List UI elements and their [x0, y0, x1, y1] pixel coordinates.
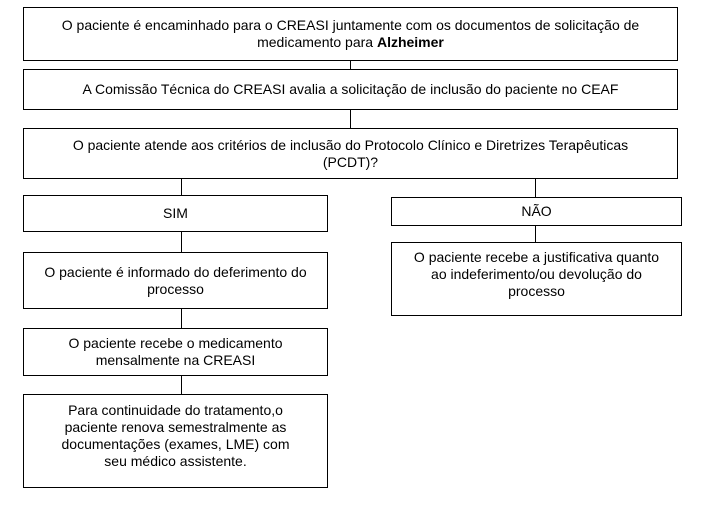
connector-no-1	[535, 226, 536, 242]
connector-yes-2	[181, 309, 182, 328]
connector-2-3	[350, 110, 351, 128]
connector-to-no	[535, 179, 536, 197]
connector-1-2	[350, 61, 351, 69]
step-criteria-question-box	[23, 128, 678, 179]
connector-yes-1	[181, 232, 182, 252]
yes-approval-text: O paciente é informado do deferimento do processo	[44, 263, 307, 297]
no-justification-text: O paciente recebe a justificativa quanto ao indeferimento/ou devolução do processo	[413, 249, 660, 299]
yes-label-box	[23, 195, 328, 232]
yes-renewal-box	[23, 394, 328, 488]
connector-yes-3	[181, 376, 182, 394]
yes-approval-box	[23, 252, 328, 309]
no-label-box	[391, 197, 682, 226]
step-evaluation-box	[23, 69, 678, 110]
yes-monthly-medication-text: O paciente recebe o medicamento mensalmente na CREASI	[68, 335, 283, 368]
step-referral-box	[23, 7, 678, 61]
step-referral-text	[54, 17, 647, 51]
step-evaluation-text: A Comissão Técnica do CREASI avalia a solicitação de inclusão do paciente no CEAF	[82, 81, 619, 97]
no-label: NÃO	[521, 203, 552, 219]
yes-monthly-medication-box	[23, 328, 328, 376]
step-criteria-question-text: O paciente atende aos critérios de inclusão do Protocolo Clínico e Diretrizes Terapêuticas (PCDT)?	[72, 136, 629, 170]
yes-label: SIM	[163, 205, 188, 221]
connector-to-yes	[181, 179, 182, 195]
step-referral-main: O paciente é encaminhado para o CREASI juntamente com os documentos de solicitação de medicamento para	[61, 17, 640, 50]
yes-renewal-text: Para continuidade do tratamento,o paciente renova semestralmente as documentações (exames, LME) com seu médico assistente.	[61, 402, 290, 469]
no-justification-box	[391, 242, 682, 316]
step-referral-bold: Alzheimer	[376, 34, 444, 50]
